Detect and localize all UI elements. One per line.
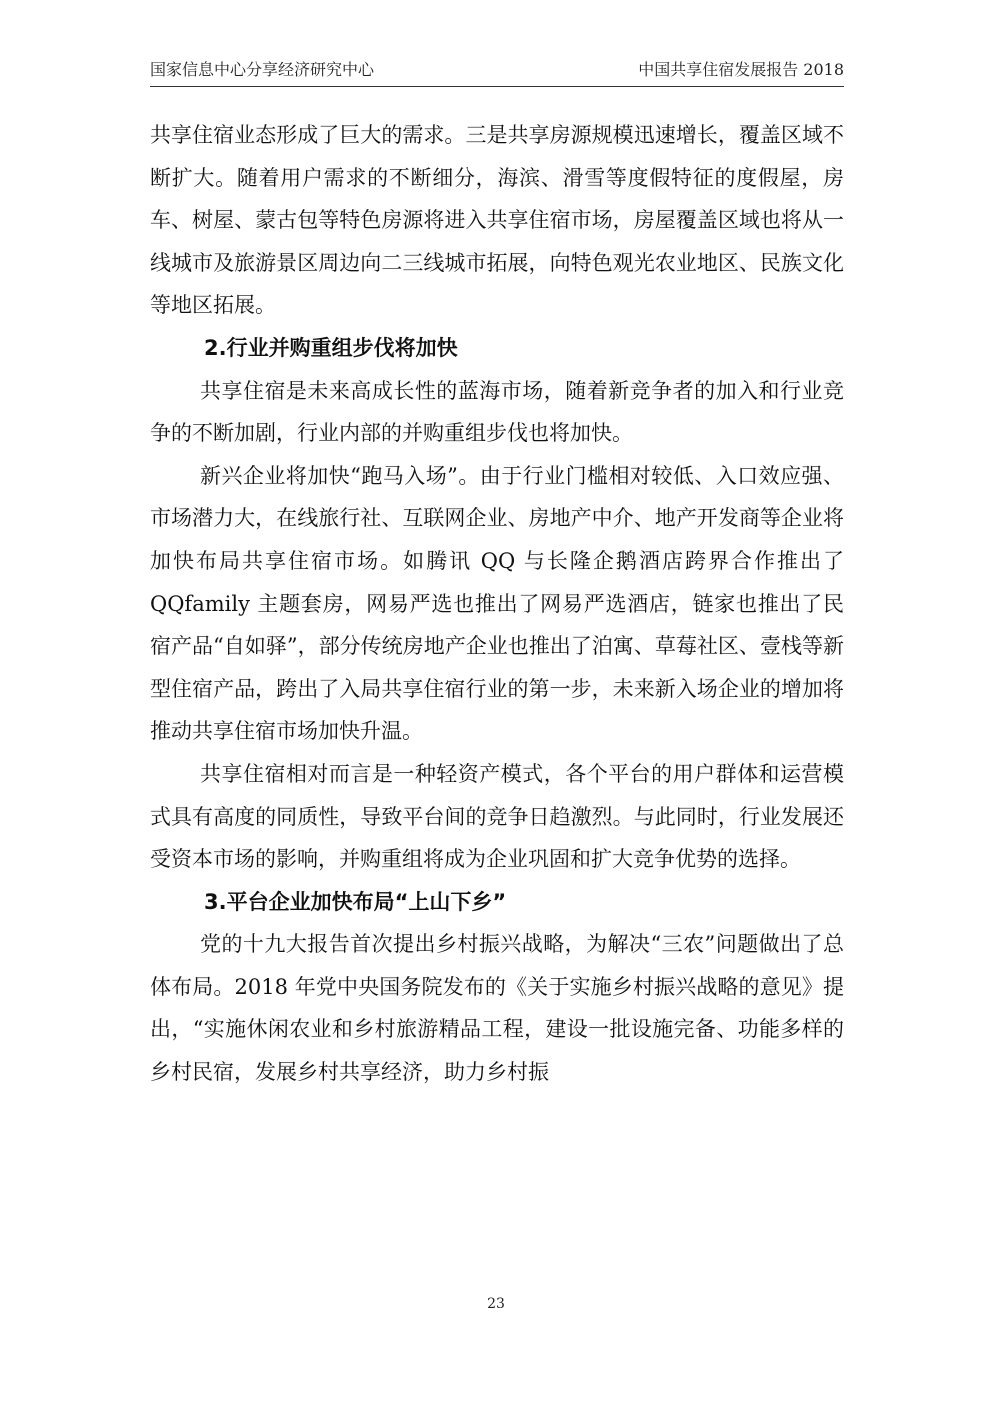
page-number: 23 [487,1296,505,1312]
section-heading-2: 2.行业并购重组步伐将加快 [204,335,458,360]
paragraph: 共享住宿是未来高成长性的蓝海市场，随着新竞争者的加入和行业竞争的不断加剧，行业内部的并购重组步伐也将加快。 [150,378,844,446]
header-report-title: 中国共享住宿发展报告 2018 [638,60,844,79]
section-heading-3: 3.平台企业加快布局“上山下乡” [204,889,507,914]
paragraph: 新兴企业将加快“跑马入场”。由于行业门槛相对较低、入口效应强、市场潜力大，在线旅行社、互联网企业、房地产中介、地产开发商等企业将加快布局共享住宿市场。如腾讯 QQ 与长隆企鹅酒店跨界合作推出了 QQfamily 主题套房，网易严选也推出了网易严选酒店，链家也推出了民宿产品“自如驿”，部分传统房地产企业也推出了泊寓、草莓社区、壹栈等新型住宿产品，跨出了入局共享住宿行业的第一步，未来新入场企业的增加将推动共享住宿市场加快升温。 [150,463,844,744]
header-organization: 国家信息中心分享经济研究中心 [150,60,375,79]
paragraph: 党的十九大报告首次提出乡村振兴战略，为解决“三农”问题做出了总体布局。2018 年党中央国务院发布的《关于实施乡村振兴战略的意见》提出，“实施休闲农业和乡村旅游精品工程，建设一批设施完备、功能多样的乡村民宿，发展乡村共享经济，助力乡村振 [150,932,844,1085]
paragraph-continued: 共享住宿业态形成了巨大的需求。三是共享房源规模迅速增长，覆盖区域不断扩大。随着用户需求的不断细分，海滨、滑雪等度假特征的度假屋，房车、树屋、蒙古包等特色房源将进入共享住宿市场，房屋覆盖区域也将从一线城市及旅游景区周边向二三线城市拓展，向特色观光农业地区、民族文化等地区拓展。 [150,123,844,318]
page-header [150,58,844,87]
main-content [150,114,844,1094]
paragraph: 共享住宿相对而言是一种轻资产模式，各个平台的用户群体和运营模式具有高度的同质性，导致平台间的竞争日趋激烈。与此同时，行业发展还受资本市场的影响，并购重组将成为企业巩固和扩大竞争优势的选择。 [150,761,844,872]
